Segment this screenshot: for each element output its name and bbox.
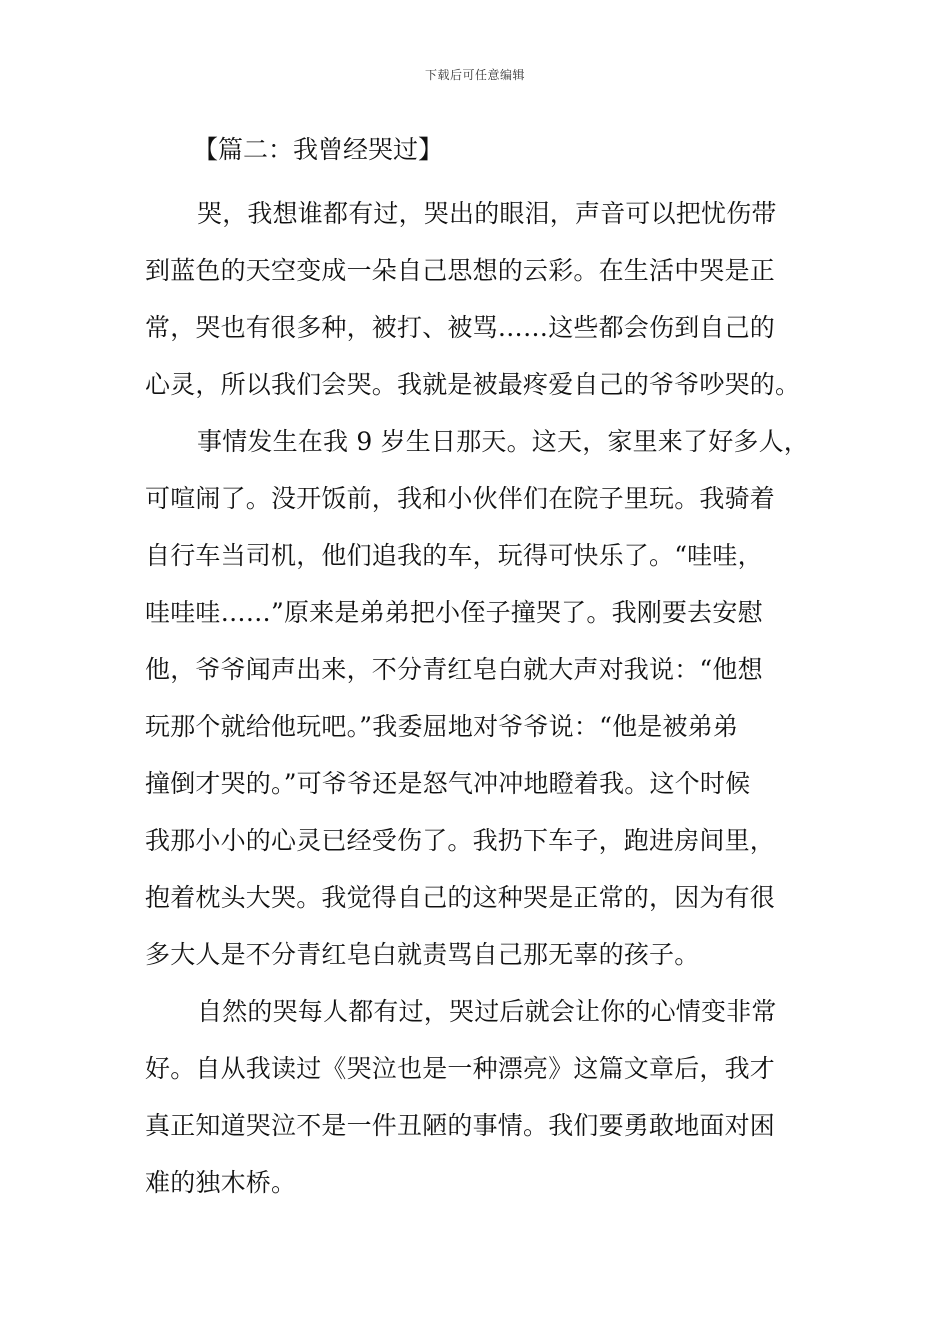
document-title: 【篇二：我曾经哭过】 [193, 135, 444, 164]
paragraph-2-line-4: 哇哇哇……”原来是弟弟把小侄子撞哭了。我刚要去安慰 [145, 598, 763, 627]
paragraph-2-line-10: 多大人是不分青红皂白就责骂自己那无辜的孩子。 [145, 940, 700, 969]
paragraph-2-line-5: 他，爷爷闻声出来，不分青红皂白就大声对我说：“他想 [145, 655, 763, 684]
paragraph-3-line-1: 自然的哭每人都有过，哭过后就会让你的心情变非常 [197, 997, 777, 1026]
paragraph-3-line-4: 难的独木桥。 [145, 1168, 297, 1197]
paragraph-1-line-4: 心灵，所以我们会哭。我就是被最疼爱自己的爷爷吵哭的。 [145, 370, 801, 399]
paragraph-1-line-1: 哭，我想谁都有过，哭出的眼泪，声音可以把忧伤带 [197, 199, 777, 228]
paragraph-2-line-2: 可喧闹了。没开饭前，我和小伙伴们在院子里玩。我骑着 [145, 484, 776, 513]
paragraph-3-line-3: 真正知道哭泣不是一件丑陋的事情。我们要勇敢地面对困 [145, 1111, 776, 1140]
paragraph-1-line-3: 常，哭也有很多种，被打、被骂……这些都会伤到自己的 [145, 313, 776, 342]
paragraph-2-line-6: 玩那个就给他玩吧。”我委屈地对爷爷说：“他是被弟弟 [145, 712, 739, 741]
paragraph-2-line-7: 撞倒才哭的。”可爷爷还是怒气冲冲地瞪着我。这个时候 [145, 769, 751, 798]
paragraph-2-line-8: 我那小小的心灵已经受伤了。我扔下车子，跑进房间里， [145, 826, 776, 855]
paragraph-2-line-3: 自行车当司机，他们追我的车，玩得可快乐了。“哇哇， [145, 541, 763, 570]
paragraph-1-line-2: 到蓝色的天空变成一朵自己思想的云彩。在生活中哭是正 [145, 256, 776, 285]
paragraph-3-line-2: 好。自从我读过《哭泣也是一种漂亮》这篇文章后，我才 [145, 1054, 776, 1083]
paragraph-2-line-9: 抱着枕头大哭。我觉得自己的这种哭是正常的，因为有很 [145, 883, 776, 912]
header-note: 下载后可任意编辑 [424, 68, 525, 82]
paragraph-2-line-1: 事情发生在我 9 岁生日那天。这天，家里来了好多人， [197, 427, 810, 456]
